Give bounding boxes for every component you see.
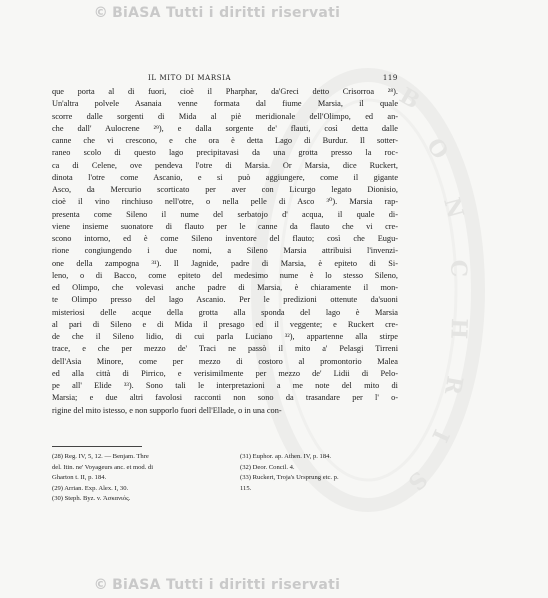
svg-text:C: C (445, 259, 472, 278)
body-line: raneo scolo di questo lago precipitavasi da una grotta presso la roc- (52, 148, 398, 158)
svg-text:S: S (402, 465, 433, 496)
footnote: (30) Steph. Byz. v. Ἀσκανιός. (52, 495, 131, 502)
footnote: (32) Deor. Concil. 4. (240, 463, 295, 471)
body-line: pe all' Elide ³³). Sono tali le interpretazioni a me note del mito di (52, 381, 398, 390)
footnote-rule (52, 446, 142, 447)
body-line: al pari di Sileno e di Mida il presago ed il veggente; e Ruckert cre- (52, 319, 398, 329)
body-line: que porta al di fuori, cioè il Pharphar, da'Greci detto Crisorroa ²⁸). (52, 87, 398, 96)
body-line: scono intorno, ed è come Sileno inventore del flauto; così che Eugu- (52, 234, 398, 243)
copyright-banner-bottom (0, 572, 434, 598)
svg-text:I: I (426, 425, 455, 446)
body-line: de che il Sileno lidio, di cui parla Luciano ³²), appartenne alla stirpe (52, 332, 398, 341)
body-line: rione congiungendo i due nomi, a Sileno Marsia attribuisi l'invenzi- (52, 246, 398, 256)
footnote: (29) Arrian. Exp. Alex. I, 30. (52, 484, 129, 492)
body-line: te Olimpo presso del lago Ascanio. Per le predizioni ottenute da'suoni (52, 295, 398, 305)
copyright-text: BiASA Tutti i diritti riservati (112, 577, 341, 593)
footnote: (28) Reg. IV, 5, 12. — Benjam. Thre (52, 453, 149, 460)
body-line: canne che vi crescono, e che ora è detta Lago di Burdur. Il sotter- (52, 136, 398, 145)
svg-text:O: O (421, 133, 454, 165)
running-title: IL MITO DI MARSIA (148, 74, 232, 82)
body-line: che dall' Aulocrene ²⁹), e dalla sorgente de' flauti, così detta dalle (52, 123, 398, 133)
svg-text:B: B (395, 82, 425, 115)
page-number: 119 (382, 74, 398, 82)
body-line: ed Olimpo, che volevasi anche padre di Marsia, è chiaramente il mon- (52, 283, 398, 292)
body-line: leno, o di Bacco, come epiteto del medesimo nume è lo stesso Sileno, (52, 270, 398, 280)
body-line: viene insieme suonatore di flauto per le canne da flauto che vi cre- (52, 221, 398, 231)
copyright-text: BiASA Tutti i diritti riservati (112, 5, 341, 21)
footnote: (33) Ruckert, Troja's Ursprung etc. p. (240, 474, 339, 481)
body-line: rigine del mito istesso, e non supporlo fuori dell'Ellade, o in una con- (52, 405, 282, 415)
svg-text:N: N (438, 194, 469, 221)
body-line: ca di Celene, ove pendeva l'otre di Marsia. Or Marsia, dice Ruckert, (52, 160, 398, 170)
body-line: cioè il vino rinchiuso nell'otre, o nella pelle di Asco ³⁰). Marsia rap- (52, 197, 398, 207)
body-text (52, 86, 398, 417)
body-line: Un'altra polvele Asanaia venne formata dal fiume Marsia, il quale (52, 99, 398, 109)
body-line: dinota l'otre come Ascanio, e si può aggiungere, come il gigante (52, 172, 398, 182)
body-line: dell'Asia Minore, come per mezzo di costoro al promontorio Malea (52, 356, 398, 366)
footnote: Gharton t. II, p. 184. (52, 474, 107, 481)
footnote: (31) Euphor. ap. Athen. IV, p. 184. (240, 453, 332, 460)
copyright-symbol: © (93, 577, 109, 593)
footnote: 115. (240, 484, 252, 492)
copyright-banner-top (0, 0, 434, 26)
body-line: one della zampogna ³¹). Il Jagnide, padre di Marsia, è epiteto di Si- (52, 258, 398, 268)
copyright-symbol: © (93, 5, 109, 21)
running-header (52, 72, 398, 84)
body-line: Asco, da Mercurio scorticato per aver con Licurgo legato Dionisio, (52, 185, 398, 194)
body-line: trace, e che per mezzo de' Traci ne passò il mito a' Pelasgi Tirreni (52, 344, 398, 354)
body-line: scorre dalle sorgenti di Mida al piè meridionale dell'Olimpo, ed an- (52, 111, 398, 121)
body-line: misteriosi delle acque della grotta alla sponda del lago è Marsia (52, 307, 398, 317)
footnotes-left-column (52, 452, 202, 505)
body-line: presenta come Sileno il nume del serbatojo d' acqua, il quale di- (52, 209, 398, 219)
svg-text:R: R (438, 373, 468, 397)
body-line: ed alla città di Pirrico, e verisimilmente per mezzo de' Lidii di Pelo- (52, 368, 398, 378)
footnote: del. Itin. ne' Voyageurs anc. et mod. di (52, 463, 154, 471)
body-line: Marsia; e due altri favolosi racconti non sono da trasandare per l' o- (52, 393, 398, 403)
footnotes-right-column (240, 452, 400, 494)
svg-text:H: H (445, 317, 472, 340)
